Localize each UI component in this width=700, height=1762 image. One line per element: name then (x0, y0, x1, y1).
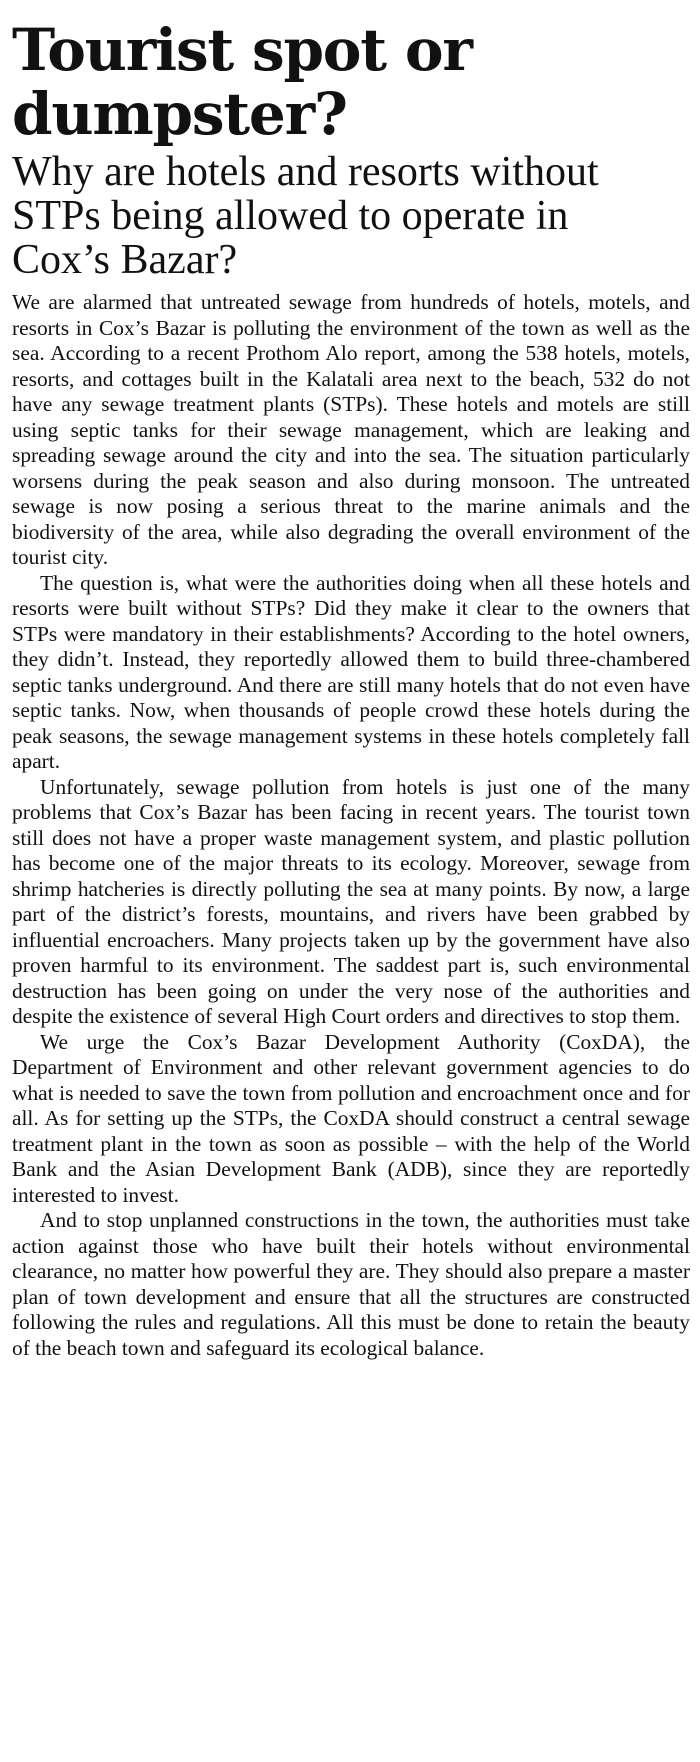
headline: Tourist spot or dumpster? (12, 16, 472, 148)
paragraph-3: Unfortunately, sewage pollution from hotels is just one of the many problems that Cox’s Bazar has been facing in recent years. The tourist town still does not have a proper waste management system, and plastic pollution has become one of the major threats to its ecology. Moreover, sewage from shrimp hatcheries is directly polluting the sea at many points. By now, a large part of the district’s forests, mountains, and rivers have been grabbed by influential encroachers. Many projects taken up by the government have also proven harmful to its environment. The saddest part is, such environmental destruction has been going on under the very nose of the authorities and despite the existence of several High Court orders and directives to stop them. (12, 774, 690, 1028)
article-body (12, 290, 690, 1361)
editorial-article (12, 18, 690, 1361)
paragraph-5: And to stop unplanned constructions in the town, the authorities must take action against those who have built their hotels without environmental clearance, no matter how powerful they are. They should also prepare a master plan of town development and ensure that all the structures are constructed following the rules and regulations. All this must be done to retain the beauty of the beach town and safeguard its ecological balance. (12, 1208, 690, 1360)
paragraph-1: We are alarmed that untreated sewage from hundreds of hotels, motels, and resorts in Cox’s Bazar is polluting the environment of the town as well as the sea. According to a recent Prothom Alo report, among the 538 hotels, motels, resorts, and cottages built in the Kalatali area next to the beach, 532 do not have any sewage treatment plants (STPs). These hotels and motels are still using septic tanks for their sewage management, which are leaking and spreading sewage around the city and into the sea. The situation particularly worsens during the peak season and also during monsoon. The untreated sewage is now posing a serious threat to the marine animals and the biodiversity of the area, while also degrading the overall environment of the tourist city. (12, 290, 690, 569)
paragraph-4: We urge the Cox’s Bazar Development Authority (CoxDA), the Department of Environment and other relevant government agencies to do what is needed to save the town from pollution and encroachment once and for all. As for setting up the STPs, the CoxDA should construct a central sewage treatment plant in the town as soon as possible – with the help of the World Bank and the Asian Development Bank (ADB), since they are reportedly interested to invest. (12, 1029, 690, 1207)
subheadline: Why are hotels and resorts without STPs being allowed to operate in Cox’s Bazar? (12, 149, 599, 283)
paragraph-2: The question is, what were the authorities doing when all these hotels and resorts were built without STPs? Did they make it clear to the owners that STPs were mandatory in their establishments? According to the hotel owners, they didn’t. Instead, they reportedly allowed them to build three-chambered septic tanks underground. And there are still many hotels that do not even have septic tanks. Now, when thousands of people crowd these hotels during the peak seasons, the sewage management systems in these hotels completely fall apart. (12, 570, 690, 773)
